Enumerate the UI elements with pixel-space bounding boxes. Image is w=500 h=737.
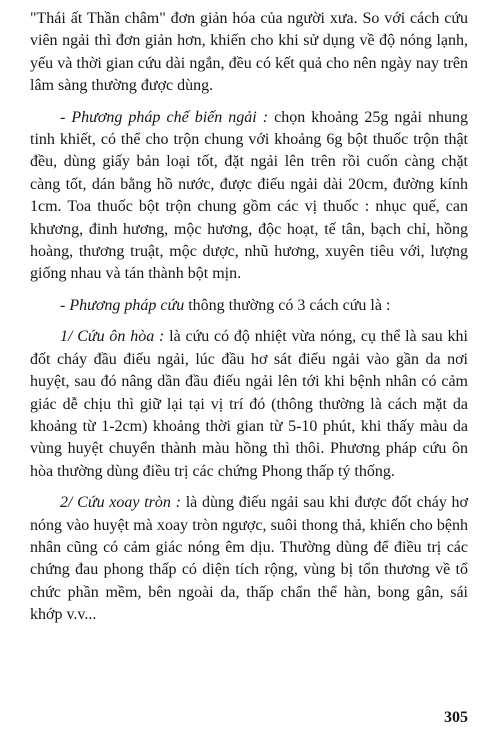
moxibustion-methods-heading: - Phương pháp cứu [60, 296, 185, 314]
herb-preparation-heading: - Phương pháp chế biến ngải : [60, 108, 269, 126]
paragraph-intro [30, 8, 468, 98]
paragraph-gentle-moxibustion [30, 326, 468, 483]
paragraph-herb-preparation [30, 107, 468, 286]
moxibustion-methods-text: thông thường có 3 cách cứu là : [184, 296, 391, 314]
page-number: 305 [444, 709, 468, 726]
paragraph-moxibustion-methods [30, 295, 468, 317]
circular-moxibustion-text: là dùng điếu ngải sau khi được đốt cháy hơ nóng vào huyệt mà xoay tròn ngược, suôi thong thả, khiến cho bệnh nhân cũng có cảm giác nóng êm dịu. Thường dùng để điều trị các chứng đau phong thấp có diện tích rộng, vùng bị tổn thương về tổ chức phần mềm, bên ngoài da, thấp chẩn thể hàn, bong gân, sái khớp v.v... [30, 494, 469, 624]
paragraph-intro-text: "Thái ất Thần châm" đơn giản hóa của người xưa. So với cách cứu viên ngải thì đơn giản hơn, khiến cho khi sử dụng về độ nóng lạnh, yếu và thời gian cứu dài ngắn, đều có kết quả cho nên ngày nay trên lâm sàng thường được dùng. [30, 10, 468, 95]
gentle-moxibustion-heading: 1/ Cứu ôn hòa : [60, 328, 165, 346]
circular-moxibustion-heading: 2/ Cứu xoay tròn : [60, 494, 181, 512]
herb-preparation-text: chọn khoảng 25g ngải nhung tinh khiết, có thể cho trộn chung với khoảng 6g bột thuốc trộn thật đều, dùng giấy bản loại tốt, đặt ngải lên trên rồi cuốn càng chặt càng tốt, dán bằng hồ nước, được điếu ngải dài 20cm, đường kính 1cm. Toa thuốc bột trộn chung gồm các vị thuốc : nhục quế, can khương, đinh hương, mộc hương, độc hoạt, tế tân, bạch chỉ, hồng hoàng, thương truật, mộc dược, nhũ hương, xuyên tiêu với, lượng giống nhau và tán thành bột mịn. [30, 108, 469, 283]
gentle-moxibustion-text: là cứu có độ nhiệt vừa nóng, cụ thể là sau khi đốt cháy đầu điếu ngải, lúc đầu hơ sát điếu ngải vào gần da nơi huyệt, sau đó nâng dần đầu điếu ngải lên tới khi bệnh nhân có cảm giác dễ chịu thì giữ lại tại vị trí đó (thông thường là cách mặt da khoảng từ 1-2cm) khoảng thời gian từ 5-10 phút, khi thấy màu da vùng huyệt chuyển thành màu hồng thì thôi. Phương pháp cứu ôn hòa thường dùng điều trị các chứng Phong thấp tý thống. [30, 328, 469, 480]
paragraph-circular-moxibustion [30, 492, 468, 626]
